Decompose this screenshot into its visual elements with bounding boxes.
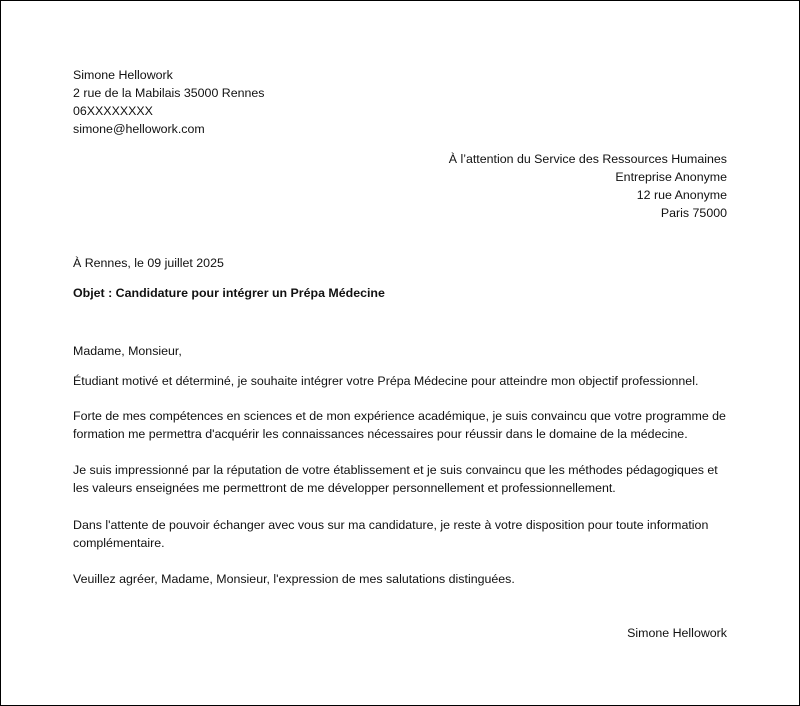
recipient-city: Paris 75000	[660, 206, 727, 220]
paragraph-2: Forte de mes compétences en sciences et de mon expérience académique, je suis convaincu que votre programme de formation me permettra d'acquérir les connaissances nécessaires pour réussir dans le domaine de la médecine.	[73, 409, 726, 441]
recipient-company: Entreprise Anonyme	[615, 170, 727, 184]
salutation: Madame, Monsieur,	[73, 344, 182, 358]
paragraph-4: Dans l'attente de pouvoir échanger avec vous sur ma candidature, je reste à votre disposition pour toute information complémentaire.	[73, 518, 709, 550]
sender-address: 2 rue de la Mabilais 35000 Rennes	[73, 86, 265, 100]
subject-line: Objet : Candidature pour intégrer un Prépa Médecine	[73, 286, 385, 300]
recipient-street: 12 rue Anonyme	[636, 188, 727, 202]
closing-paragraph: Veuillez agréer, Madame, Monsieur, l'expression de mes salutations distinguées.	[73, 572, 515, 586]
sender-phone: 06XXXXXXXX	[73, 104, 153, 118]
sender-email: simone@hellowork.com	[73, 122, 205, 136]
sender-name: Simone Hellowork	[73, 68, 173, 82]
date-line: À Rennes, le 09 juillet 2025	[73, 256, 224, 270]
paragraph-3: Je suis impressionné par la réputation de votre établissement et je suis convaincu que les méthodes pédagogiques et les valeurs enseignées me permettront de me développer personnellement et professionnellement.	[73, 463, 718, 495]
signature: Simone Hellowork	[627, 626, 727, 640]
paragraph-1: Étudiant motivé et déterminé, je souhaite intégrer votre Prépa Médecine pour atteindre mon objectif professionnel.	[73, 374, 699, 388]
recipient-attention: À l’attention du Service des Ressources Humaines	[448, 152, 727, 166]
